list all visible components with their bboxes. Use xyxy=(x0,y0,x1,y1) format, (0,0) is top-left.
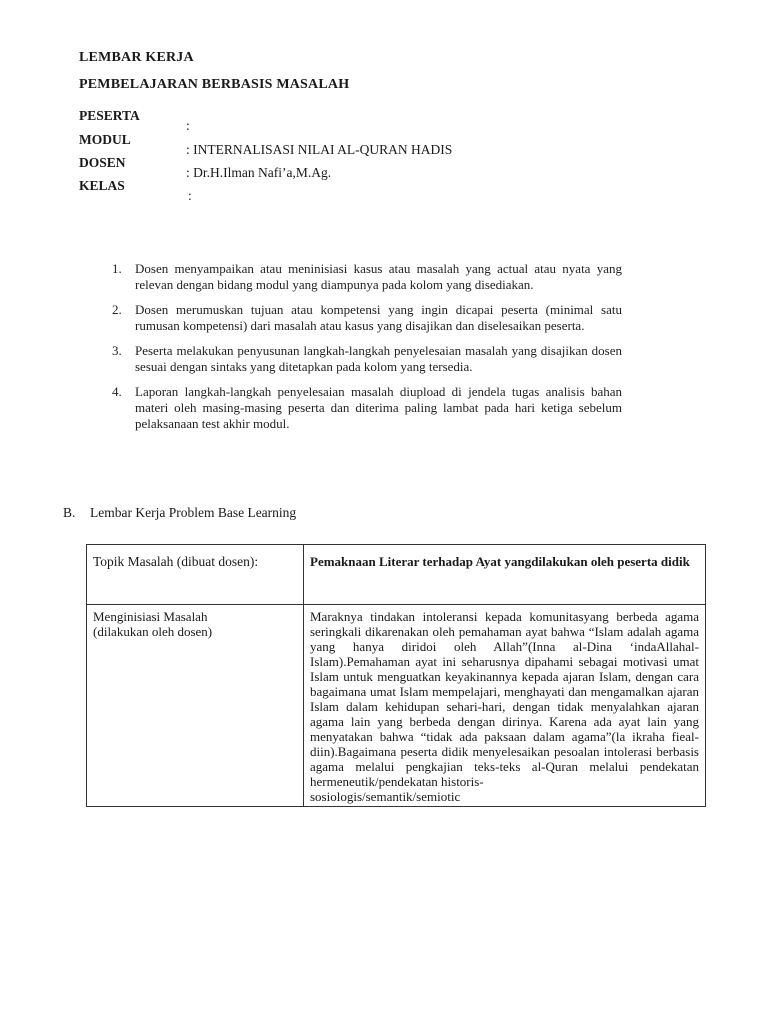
initiation-paragraph: Maraknya tindakan intoleransi kepada komunitasyang berbeda agama seringkali dikarenakan oleh pemahaman ayat bahwa “Islam adalah agama yang hanya diridoi oleh Allah”(Inna al-Dina ‘indaAllahal-Islam).Pemahaman ayat ini seharusnya dipahami sebagai motivasi umat Islam untuk menguatkan keyakinannya kepada ajaran Islam, dengan cara bagaimana umat Islam mempelajari, menghayati dan mengamalkan ajaran Islam dalam kehidupan sehari-hari, dengan tidak menyalahkan ajaran agama lain yang berbeda dengan dirinya. Karena ada ayat lain yang menyatakan bahwa “tidak ada paksaan dalam agama”(la ikraha fieal-diin).Bagaimana peserta didik menyelesaikan pesoalan intolerasi berbasis agama melalui pengkajian teks-teks al-Quran melalui pendekatan hermeneutik/pendekatan historis- xyxy=(310,609,699,789)
topic-value: Pemaknaan Literar terhadap Ayat yangdilakukan oleh peserta didik xyxy=(310,554,690,569)
info-label-dosen: DOSEN xyxy=(79,155,126,170)
topic-label-cell xyxy=(87,545,304,605)
document-subtitle: PEMBELAJARAN BERBASIS MASALAH xyxy=(79,77,350,92)
section-b-letter: B. xyxy=(63,505,76,520)
info-label-kelas: KELAS xyxy=(79,178,125,193)
info-value-peserta: : xyxy=(186,118,190,133)
instruction-text: Peserta melakukan penyusunan langkah-langkah penyelesaian masalah yang disajikan dosen sesuai dengan sintaks yang ditetapkan pada kolom yang tersedia. xyxy=(135,343,622,374)
initiation-label-line1: Menginisiasi Masalah xyxy=(93,609,208,624)
initiation-label-line2: (dilakukan oleh dosen) xyxy=(93,624,213,639)
table-row xyxy=(87,545,706,605)
info-value-dosen: : Dr.H.Ilman Nafi’a,M.Ag. xyxy=(186,165,332,180)
instruction-text: Dosen menyampaikan atau meninisiasi kasus atau masalah yang actual atau nyata yang relevan dengan bidang modul yang diampunya pada kolom yang disediakan. xyxy=(135,261,622,292)
pbl-table xyxy=(86,544,706,807)
info-label-modul: MODUL xyxy=(79,132,131,147)
info-value-modul: : INTERNALISASI NILAI AL-QURAN HADIS xyxy=(186,142,453,157)
topic-value-cell xyxy=(304,545,706,605)
initiation-paragraph-end: sosiologis/semantik/semiotic xyxy=(310,789,461,804)
section-b-title: Lembar Kerja Problem Base Learning xyxy=(90,505,297,520)
initiation-label-cell xyxy=(87,605,304,807)
info-value-kelas: : xyxy=(188,188,192,203)
table-row xyxy=(87,605,706,807)
instruction-item xyxy=(112,343,622,375)
topic-label: Topik Masalah (dibuat dosen): xyxy=(93,554,259,569)
instruction-number: 4. xyxy=(112,384,122,399)
instruction-number: 3. xyxy=(112,343,122,358)
instruction-item xyxy=(112,384,622,432)
instruction-item xyxy=(112,302,622,334)
instruction-text: Laporan langkah-langkah penyelesaian masalah diupload di jendela tugas analisis bahan materi oleh masing-masing peserta dan diterima paling lambat pada hari ketiga sebelum pelaksanaan test akhir modul. xyxy=(135,384,622,431)
initiation-value-cell xyxy=(304,605,706,807)
instruction-list xyxy=(112,261,622,441)
instruction-text: Dosen merumuskan tujuan atau kompetensi yang ingin dicapai peserta (minimal satu rumusan kompetensi) dari masalah atau kasus yang disajikan dan diselesaikan peserta. xyxy=(135,302,622,333)
document-title: LEMBAR KERJA xyxy=(79,50,194,65)
instruction-number: 2. xyxy=(112,302,122,317)
instruction-item xyxy=(112,261,622,293)
instruction-number: 1. xyxy=(112,261,122,276)
info-label-peserta: PESERTA xyxy=(79,108,140,123)
